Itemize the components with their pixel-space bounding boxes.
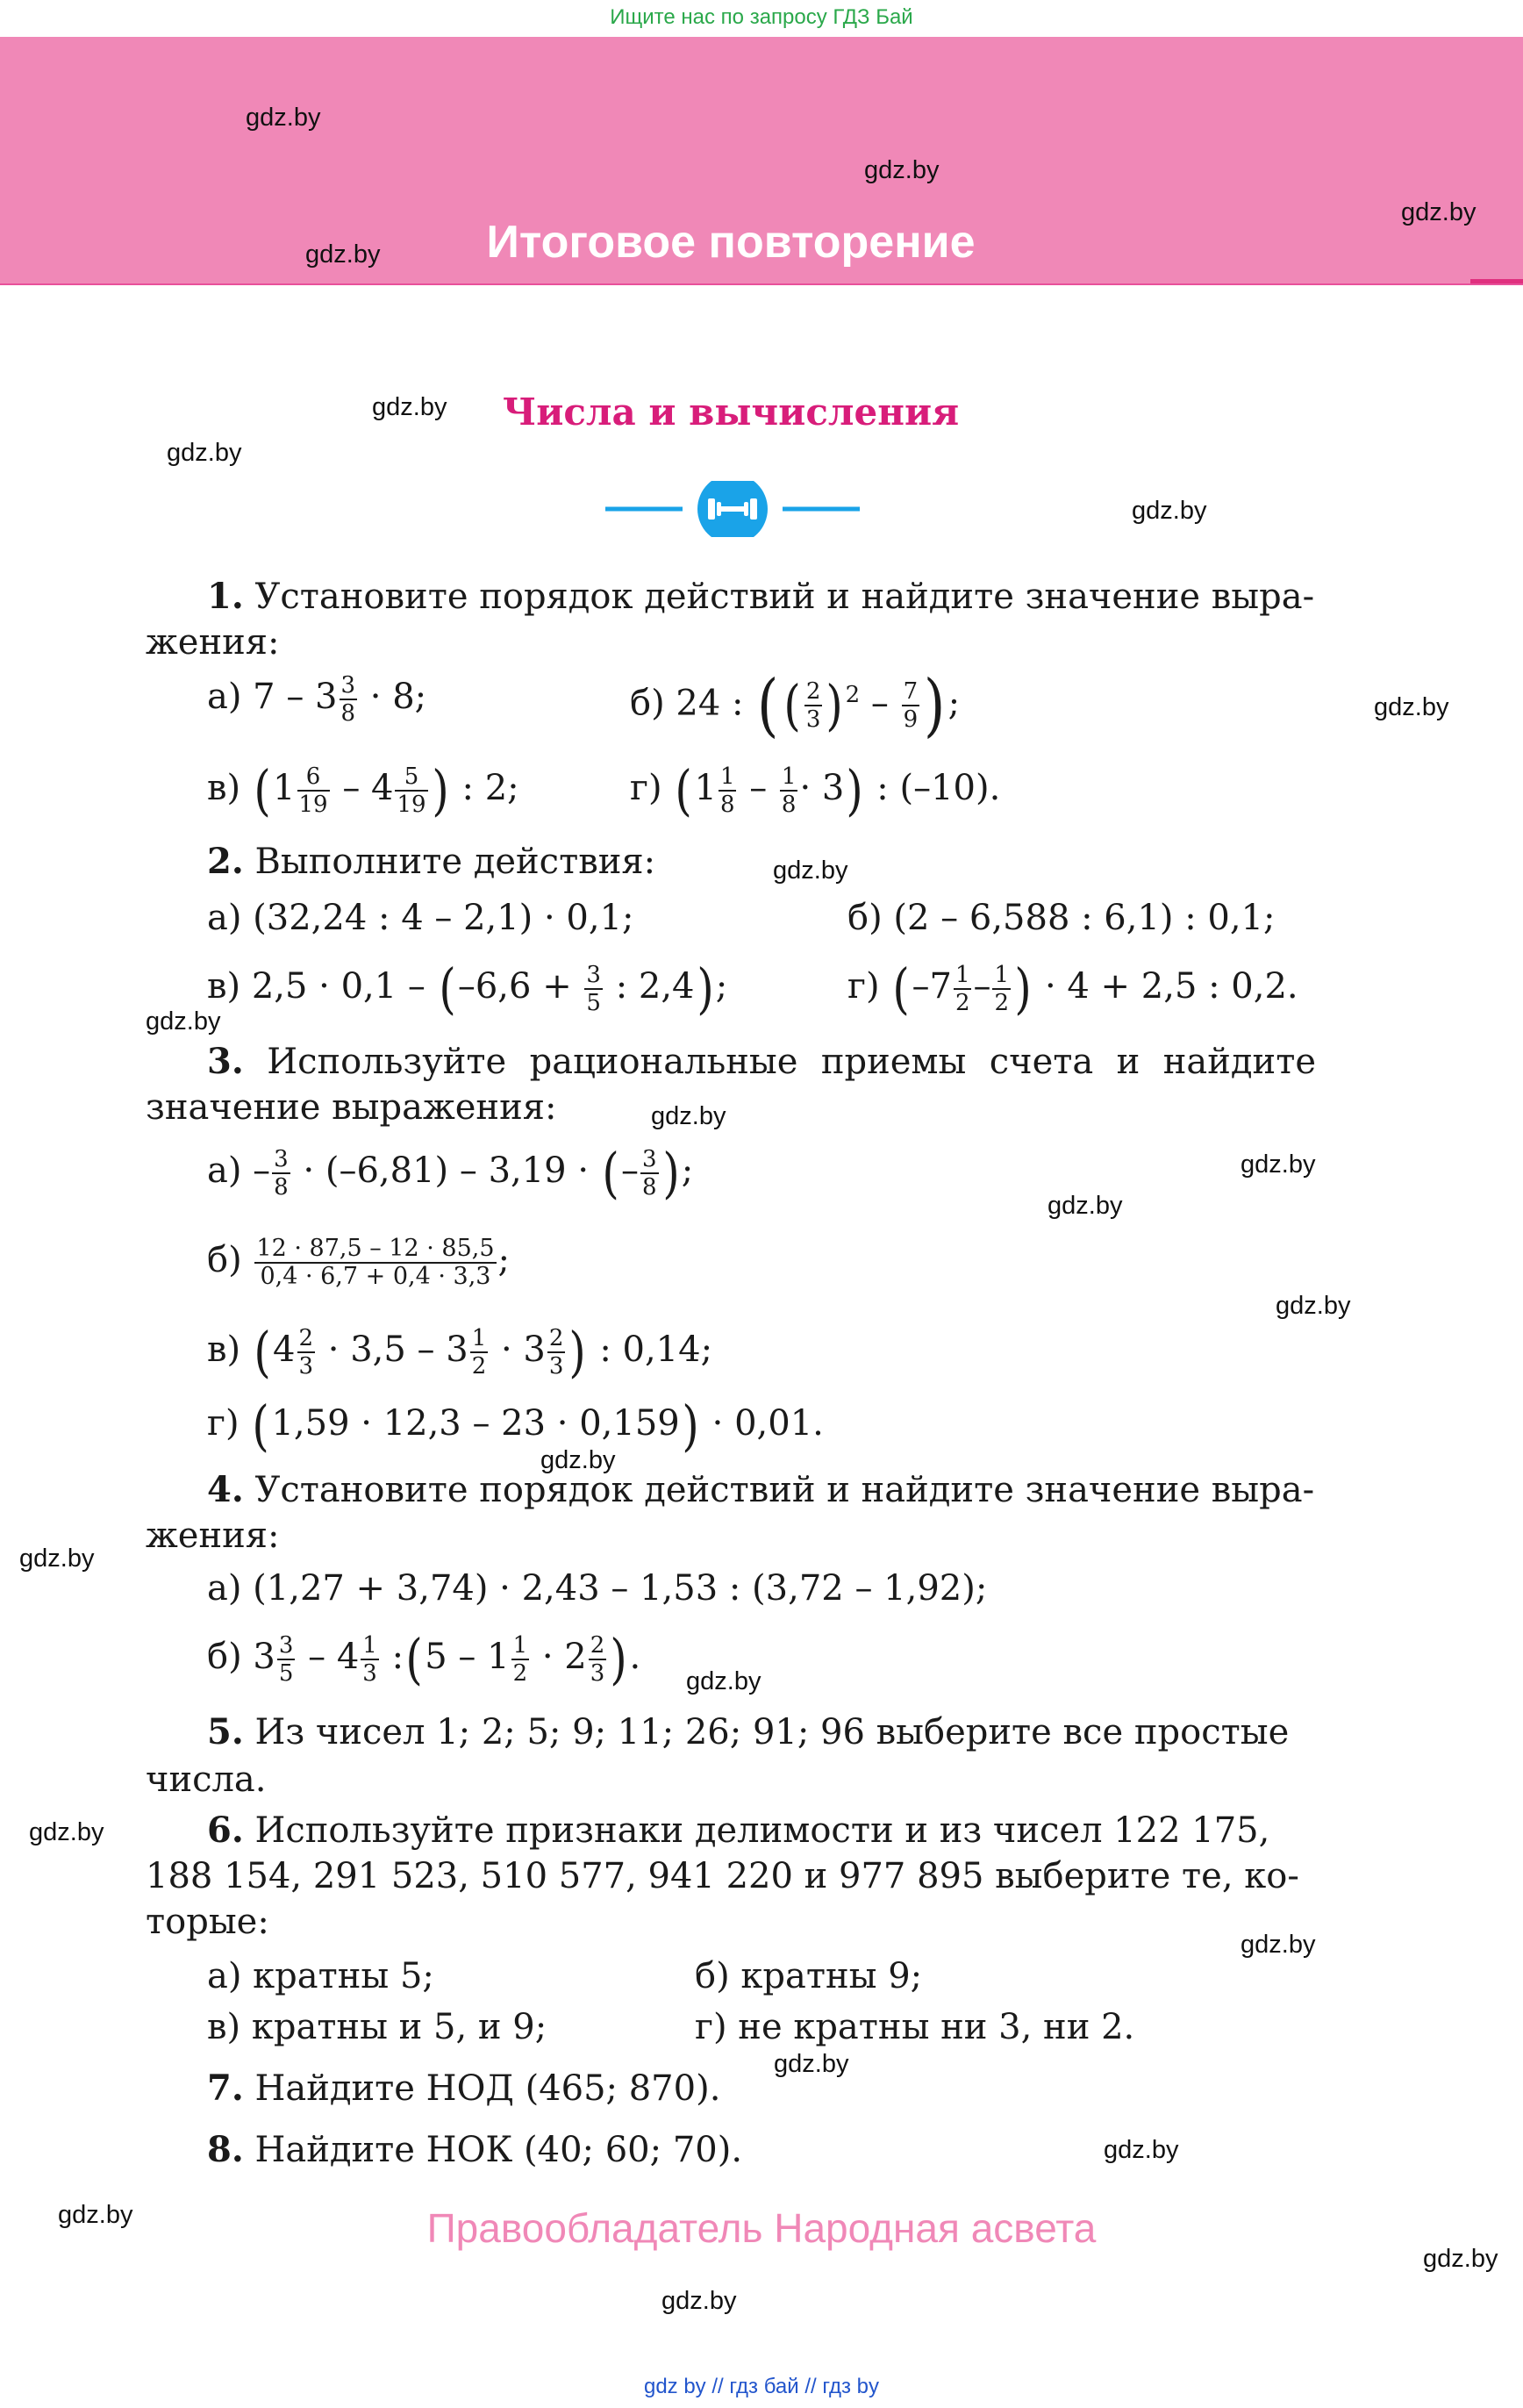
watermark: gdz.by: [146, 1007, 221, 1036]
header-divider-accent: [1470, 279, 1523, 283]
watermark: gdz.by: [773, 856, 848, 885]
task-5-cont: числа.: [146, 1759, 267, 1800]
top-banner: Ищите нас по запросу ГДЗ Бай: [610, 5, 913, 29]
watermark: gdz.by: [1276, 1292, 1351, 1320]
watermark: gdz.by: [540, 1446, 616, 1474]
task-2-g: г) (–7 $\frac{1}{2}$ – $\frac{1}{2}$ ) · 4 + 2,5 : 0,2.: [847, 957, 1298, 1021]
watermark: gdz.by: [1104, 2136, 1179, 2164]
watermark: gdz.by: [19, 1544, 95, 1573]
task-1-text: 1. Установите порядок действий и найдите значение выра-: [207, 576, 1315, 617]
watermark: gdz.by: [1241, 1150, 1316, 1179]
task-6-g: г) не кратны ни 3, ни 2.: [695, 2007, 1135, 2047]
task-1-v: в) (1 $\frac{6}{19}$ – 4 $\frac{5}{19}$ ) : 2;: [207, 758, 519, 822]
task-3-cont: значение выражения:: [146, 1087, 557, 1128]
watermark: gdz.by: [305, 240, 381, 269]
task-3-a: а) – $\frac{3}{8}$ · (–6,81) – 3,19 · (– $\frac{3}{8}$ );: [207, 1141, 694, 1205]
task-6-line3: торые:: [146, 1902, 269, 1942]
page-title: Итоговое повторение: [486, 217, 976, 268]
task-1-b: б) 24 : (( $\frac{2}{3}$ )$^2$ – $\frac{7}{9}$ );: [630, 666, 961, 746]
watermark: gdz.by: [167, 439, 242, 467]
copyright-notice: Правообладатель Народная асвета: [426, 2205, 1097, 2251]
task-3-g: г) (1,59 · 12,3 – 23 · 0,159) · 0,01.: [207, 1394, 824, 1458]
task-5-text: 5. Из чисел 1; 2; 5; 9; 11; 26; 91; 96 выберите все простые: [207, 1711, 1290, 1752]
watermark: gdz.by: [58, 2201, 133, 2229]
task-4-text: 4. Установите порядок действий и найдите значение выра-: [207, 1469, 1315, 1510]
watermark: gdz.by: [246, 104, 321, 132]
task-3-text: 3. Используйте рациональные приемы счета и найдите: [207, 1041, 1317, 1082]
watermark: gdz.by: [864, 156, 940, 184]
task-6-b: б) кратны 9;: [695, 1956, 923, 1996]
watermark: gdz.by: [651, 1102, 726, 1130]
task-4-b: б) 3 $\frac{3}{5}$ – 4 $\frac{1}{3}$ :(5 – 1 $\frac{1}{2}$ · 2 $\frac{2}{3}$ ).: [207, 1627, 641, 1691]
header-divider: [0, 283, 1523, 285]
task-2-b: б) (2 – 6,588 : 6,1) : 0,1;: [847, 898, 1276, 938]
watermark: gdz.by: [1374, 693, 1449, 721]
task-6-line2: 188 154, 291 523, 510 577, 941 220 и 977 895 выберите те, ко-: [146, 1856, 1299, 1896]
task-4-cont: жения:: [146, 1516, 280, 1556]
task-1-cont: жения:: [146, 622, 280, 663]
watermark: gdz.by: [661, 2287, 737, 2315]
watermark: gdz.by: [1048, 1192, 1123, 1220]
task-2-text: 2. Выполните действия:: [207, 841, 656, 882]
watermark: gdz.by: [774, 2050, 849, 2078]
task-7-text: 7. Найдите НОД (465; 870).: [207, 2068, 721, 2109]
watermark: gdz.by: [372, 393, 447, 421]
task-3-v: в) (4 $\frac{2}{3}$ · 3,5 – 3 $\frac{1}{2}$ · 3 $\frac{2}{3}$ ) : 0,14;: [207, 1320, 713, 1384]
dumbbell-icon: [605, 481, 860, 537]
watermark: gdz.by: [1401, 198, 1477, 226]
task-1-g: г) (1 $\frac{1}{8}$ – $\frac{1}{8}$ · 3) : (–10).: [630, 758, 1001, 822]
task-6-text: 6. Используйте признаки делимости и из чисел 122 175,: [207, 1810, 1270, 1851]
watermark: gdz.by: [1241, 1931, 1316, 1959]
task-1-a: а) 7 – 3 $\frac{3}{8}$ · 8;: [207, 672, 427, 727]
watermark: gdz.by: [1132, 497, 1207, 525]
task-6-a: а) кратны 5;: [207, 1956, 434, 1996]
task-2-a: а) (32,24 : 4 – 2,1) · 0,1;: [207, 898, 634, 938]
section-title: Числа и вычисления: [502, 391, 960, 434]
task-8-text: 8. Найдите НОК (40; 60; 70).: [207, 2129, 743, 2170]
task-6-v: в) кратны и 5, и 9;: [207, 2007, 547, 2047]
task-4-a: а) (1,27 + 3,74) · 2,43 – 1,53 : (3,72 – 1,92);: [207, 1568, 988, 1609]
watermark: gdz.by: [1423, 2245, 1498, 2273]
footer-links[interactable]: gdz by // гдз бай // гдз by: [643, 2375, 880, 2398]
watermark: gdz.by: [686, 1667, 762, 1695]
task-2-v: в) 2,5 · 0,1 – (–6,6 + $\frac{3}{5}$ : 2,4);: [207, 957, 728, 1021]
watermark: gdz.by: [29, 1818, 104, 1846]
task-3-b: б) $\frac{12 \cdot 87,5 - 12 \cdot 85,5}{0,4 \cdot 6,7 + 0,4 \cdot 3,3}$ ;: [207, 1235, 510, 1290]
